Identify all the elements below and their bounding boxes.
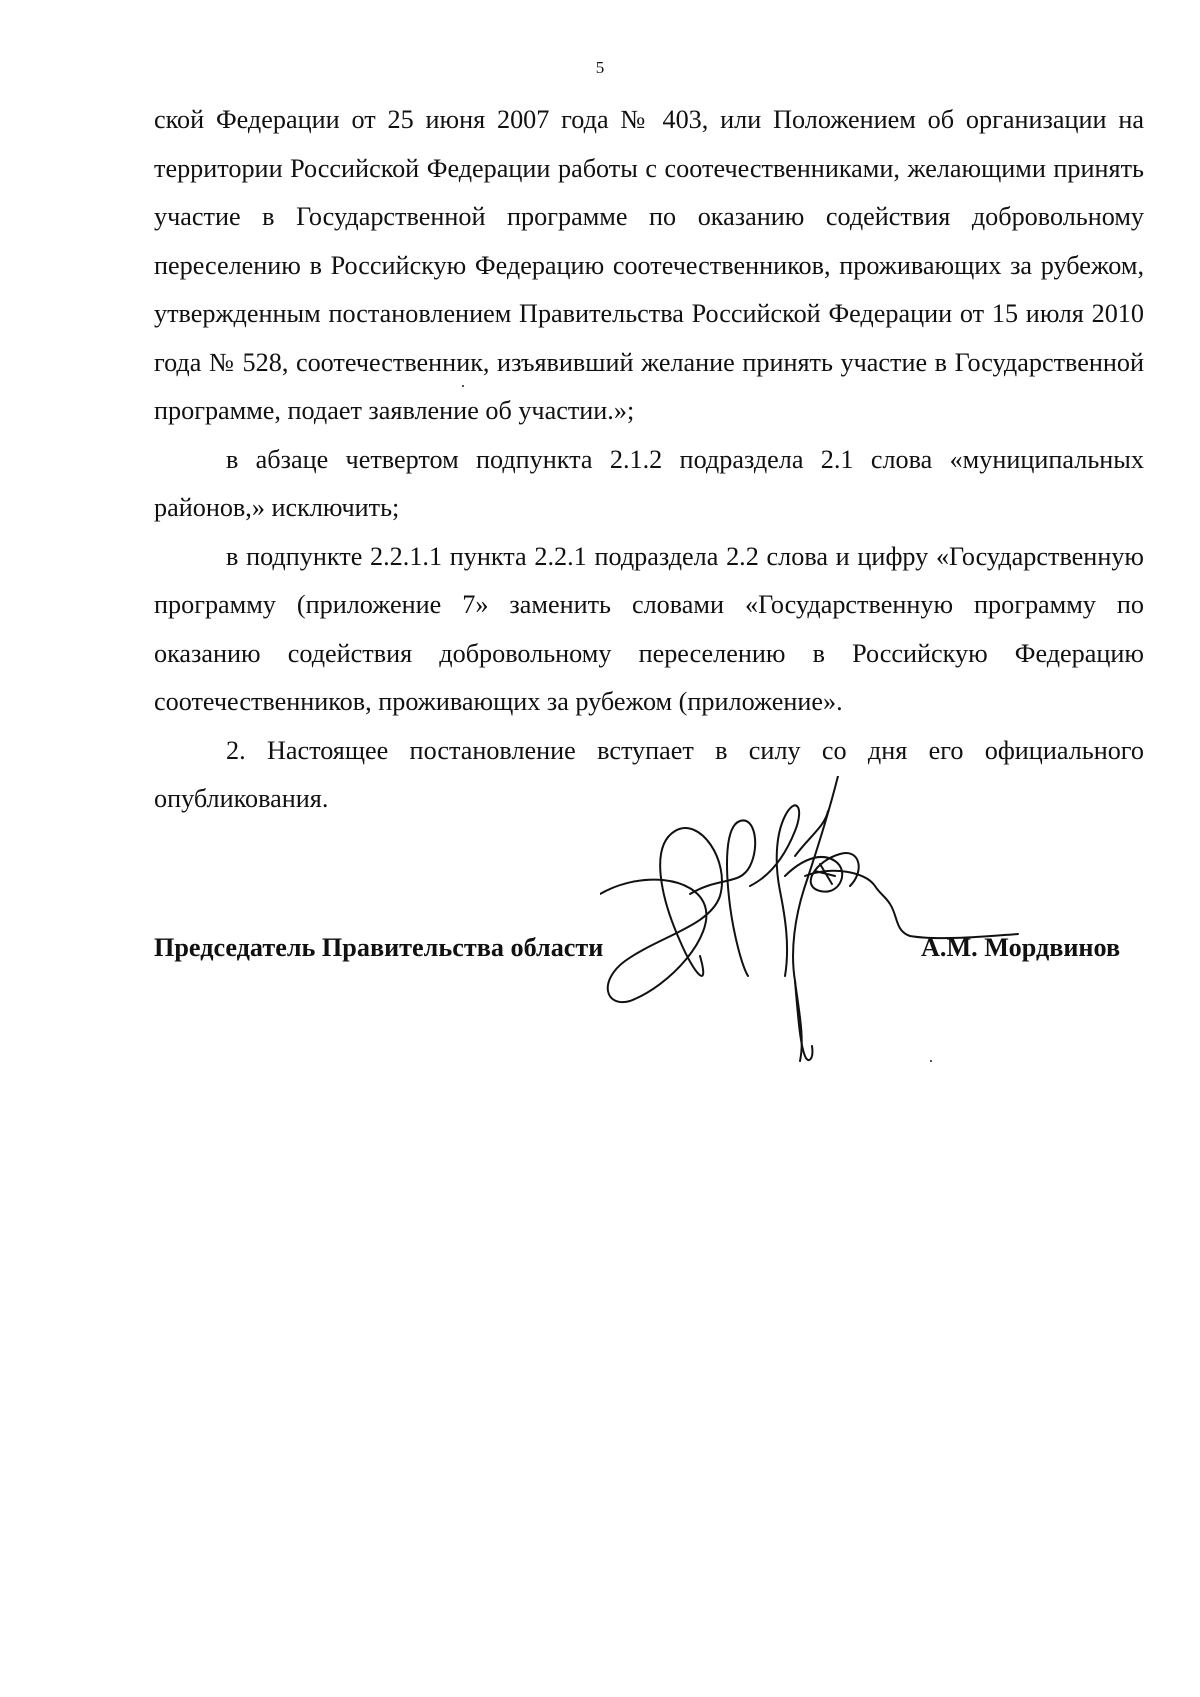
stray-dot-1: [462, 385, 464, 387]
stray-dot-2: [930, 1060, 932, 1062]
paragraph-amendment-municipal: в абзаце четвертом подпункта 2.1.2 подраздела 2.1 слова «муниципальных районов,» исключить;: [154, 444, 1144, 522]
document-body: [154, 96, 1144, 824]
handwritten-signature: [600, 776, 1020, 1066]
paragraph-effective-date: 2. Настоящее постановление вступает в силу со дня его официального опубликования.: [154, 735, 1144, 813]
paragraph-continuation: ской Федерации от 25 июня 2007 года № 403, или Положением об организации на территории Российской Федерации работы с соотечественниками, желающими принять участие в Государственной программе по оказанию содействия добровольному переселению в Российскую Федерацию соотечественников, проживающих за рубежом, утвержденным постановлением Правительства Российской Федерации от 15 июля 2010 года № 528, соотечественник, изъявивший желание принять участие в Государственной программе, подает заявление об участии.»;: [154, 105, 1144, 425]
signer-position: Председатель Правительства области: [154, 933, 604, 962]
page-number: 5: [595, 58, 605, 77]
signer-name: А.М. Мордвинов: [921, 933, 1121, 962]
paragraph-amendment-state-program: в подпункте 2.2.1.1 пункта 2.2.1 подраздела 2.2 слова и цифру «Государственную программу (приложение 7» заменить словами «Государственную программу по оказанию содействия добровольному переселению в Российскую Федерацию соотечественников, проживающих за рубежом (приложение».: [154, 541, 1144, 716]
